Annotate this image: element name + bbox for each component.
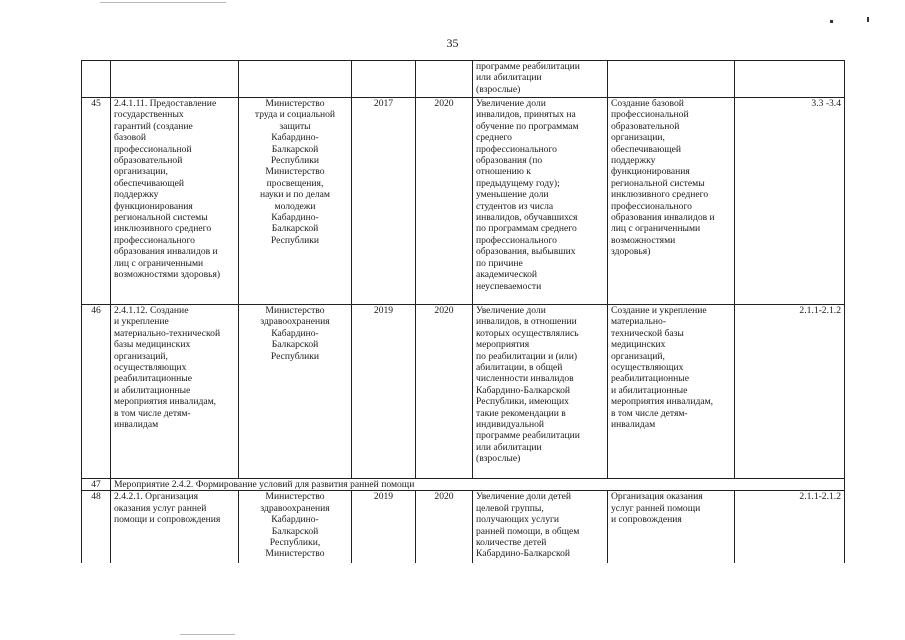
table-row-continuation xyxy=(82,61,845,98)
cell-executor: Министерство здравоохранения Кабардино- Балкарской Республики xyxy=(239,305,352,479)
cell-executor: Министерство здравоохранения Кабардино- Балкарской Республики, Министерство xyxy=(239,491,352,564)
table-row xyxy=(82,491,845,564)
table-row xyxy=(82,305,845,479)
cell-result xyxy=(608,61,735,98)
section-title: Мероприятие 2.4.2. Формирование условий для развития ранней помощи xyxy=(111,479,845,491)
cell-code: 2.1.1-2.1.2 xyxy=(735,491,845,564)
cell-indicator: Увеличение доли инвалидов, принятых на обучение по программам среднего профессионального образования (по отношению к предыдущему году); уменьшение доли студентов из числа инвалидов, обучавшихся по программам среднего профессионального образования, выбывших по причине академической неуспеваемости xyxy=(473,98,608,305)
cell-executor: Министерство труда и социальной защиты Кабардино- Балкарской Республики Министерство просвещения, науки и по делам молодежи Кабардино- Балкарской Республики xyxy=(239,98,352,305)
cell-end: 2020 xyxy=(416,305,473,479)
cell-executor xyxy=(239,61,352,98)
cell-result: Организация оказания услуг ранней помощи и сопровождения xyxy=(608,491,735,564)
scan-mark-top-right-dot xyxy=(830,20,833,23)
cell-name: 2.4.1.12. Создание и укрепление материально-технической базы медицинских организаций, осуществляющих реабилитационные и абилитационные мероприятия инвалидам, в том числе детям- инвалидам xyxy=(111,305,239,479)
cell-code: 2.1.1-2.1.2 xyxy=(735,305,845,479)
cell-code: 3.3 -3.4 xyxy=(735,98,845,305)
cell-end xyxy=(416,61,473,98)
cell-indicator: Увеличение доли инвалидов, в отношении которых осуществлялись мероприятия по реабилитации и (или) абилитации, в общей численности инвалидов Кабардино-Балкарской Республики, имеющих такие рекомендации в индивидуальной программе реабилитации или абилитации (взрослые) xyxy=(473,305,608,479)
cell-indicator: программе реабилитации или абилитации (взрослые) xyxy=(473,61,608,98)
cell-num: 46 xyxy=(82,305,111,479)
cell-start: 2019 xyxy=(352,491,416,564)
cell-indicator: Увеличение доли детей целевой группы, получающих услуги ранней помощи, в общем количестве детей Кабардино-Балкарской xyxy=(473,491,608,564)
cell-end: 2020 xyxy=(416,98,473,305)
cell-name: 2.4.2.1. Организация оказания услуг ранней помощи и сопровождения xyxy=(111,491,239,564)
cell-num: 45 xyxy=(82,98,111,305)
cell-num xyxy=(82,61,111,98)
cell-start: 2019 xyxy=(352,305,416,479)
cell-num: 48 xyxy=(82,491,111,564)
cell-name xyxy=(111,61,239,98)
program-measures-table xyxy=(81,60,845,563)
cell-result: Создание базовой профессиональной образовательной организации, обеспечивающей поддержку функционирования региональной системы инклюзивного среднего профессионального образования инвалидов и лиц с ограниченными возможностями здоровья) xyxy=(608,98,735,305)
cell-result: Создание и укрепление материально- технической базы медицинских организаций, осуществляющих реабилитационные и абилитационные мероприятия инвалидам, в том числе детям- инвалидам xyxy=(608,305,735,479)
cell-start: 2017 xyxy=(352,98,416,305)
cell-name: 2.4.1.11. Предоставление государственных гарантий (создание базовой профессиональной образовательной организации, обеспечивающей поддержку функционирования региональной системы инклюзивного среднего профессионального образования инвалидов и лиц с ограниченными возможностями здоровья) xyxy=(111,98,239,305)
page-number: 35 xyxy=(446,36,459,50)
scan-mark-top-left xyxy=(100,2,226,3)
cell-end: 2020 xyxy=(416,491,473,564)
table-section-row xyxy=(82,479,845,491)
scan-mark-bottom-left xyxy=(180,634,235,635)
scan-mark-top-right-tick xyxy=(867,17,869,22)
cell-code xyxy=(735,61,845,98)
cell-num: 47 xyxy=(82,479,111,491)
table-row xyxy=(82,98,845,305)
cell-start xyxy=(352,61,416,98)
